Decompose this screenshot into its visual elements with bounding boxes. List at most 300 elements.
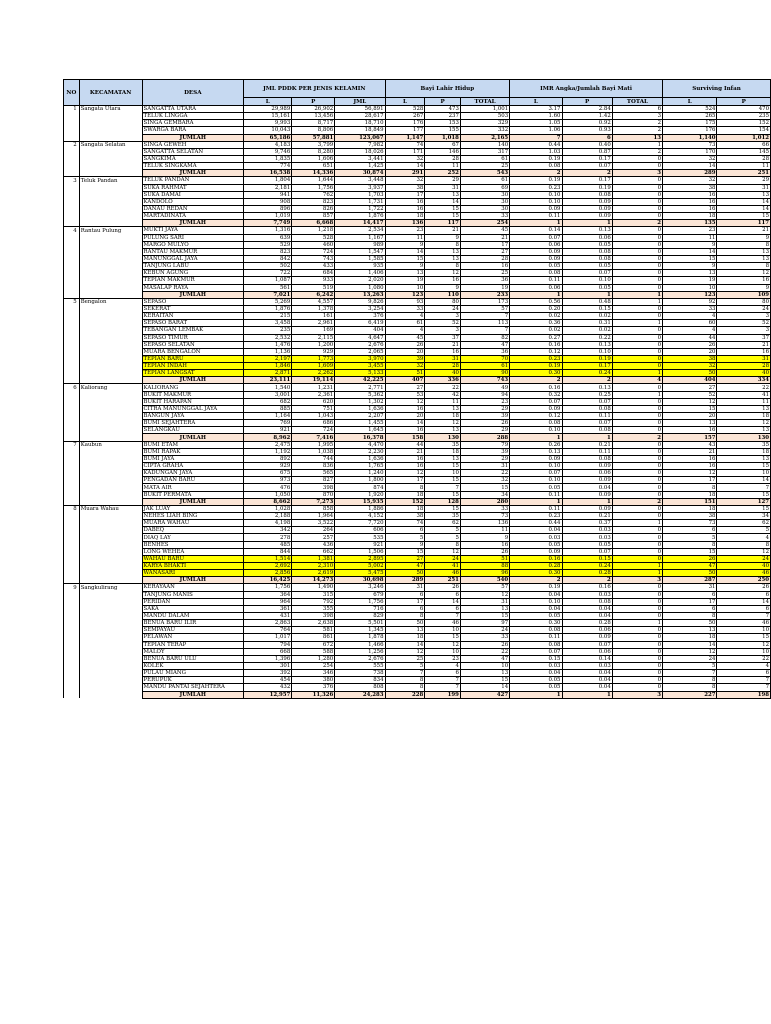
desa-cell: SANGATTA UTARA: [142, 106, 244, 113]
total-value-cell: 13: [612, 134, 662, 141]
value-cell: 16: [385, 427, 425, 434]
value-cell: 29,989: [244, 106, 292, 113]
value-cell: 56,891: [335, 106, 385, 113]
value-cell: 2,197: [244, 355, 292, 362]
value-cell: 9,826: [335, 298, 385, 305]
value-cell: 473: [425, 106, 461, 113]
value-cell: 0.04: [562, 677, 612, 684]
value-cell: 460: [292, 241, 335, 248]
value-cell: 0: [612, 463, 662, 470]
empty-cell: [79, 170, 142, 177]
value-cell: 528: [292, 234, 335, 241]
value-cell: 535: [335, 534, 385, 541]
value-cell: 0.08: [562, 248, 612, 255]
row-number: [64, 413, 80, 420]
total-value-cell: 152: [385, 498, 425, 505]
value-cell: 13: [425, 248, 461, 255]
table-row: [64, 627, 771, 634]
value-cell: 5: [663, 662, 717, 669]
value-cell: 0.09: [562, 198, 612, 205]
value-cell: 29: [717, 177, 771, 184]
value-cell: 26: [460, 420, 509, 427]
value-cell: 0.30: [510, 620, 562, 627]
desa-cell: KALIORANG: [142, 384, 244, 391]
empty-cell: [64, 170, 80, 177]
value-cell: 6: [425, 670, 461, 677]
row-number: [64, 277, 80, 284]
value-cell: 16: [425, 348, 461, 355]
total-value-cell: 251: [425, 577, 461, 584]
value-cell: 235: [717, 113, 771, 120]
value-cell: 0.40: [562, 141, 612, 148]
value-cell: 50: [663, 370, 717, 377]
kecamatan-cell: [79, 534, 142, 541]
value-cell: 1,878: [335, 634, 385, 641]
value-cell: 0: [612, 555, 662, 562]
subheader-total: TOTAL: [460, 98, 509, 106]
table-row: [64, 334, 771, 341]
value-cell: 40: [717, 563, 771, 570]
desa-cell: JAK LUAY: [142, 505, 244, 512]
value-cell: 529: [244, 241, 292, 248]
value-cell: 80: [425, 298, 461, 305]
table-row: [64, 177, 771, 184]
table-row: [64, 327, 771, 334]
value-cell: 0: [612, 234, 662, 241]
kecamatan-cell: [79, 677, 142, 684]
row-number: 9: [64, 584, 80, 591]
value-cell: 0.03: [510, 662, 562, 669]
value-cell: 6: [385, 605, 425, 612]
value-cell: 264: [292, 527, 335, 534]
table-row: [64, 420, 771, 427]
value-cell: 16: [663, 463, 717, 470]
subheader-l: L: [510, 98, 562, 106]
value-cell: 42: [425, 391, 461, 398]
value-cell: 11: [460, 527, 509, 534]
value-cell: 0.09: [562, 205, 612, 212]
value-cell: 1,043: [292, 413, 335, 420]
row-number: 8: [64, 505, 80, 512]
table-row: [64, 191, 771, 198]
value-cell: 332: [460, 127, 509, 134]
total-value-cell: 13,263: [335, 291, 385, 298]
value-cell: 0.08: [510, 163, 562, 170]
value-cell: 79: [460, 441, 509, 448]
kecamatan-cell: [79, 455, 142, 462]
subheader-total: TOTAL: [612, 98, 662, 106]
value-cell: 15: [460, 484, 509, 491]
value-cell: 26: [717, 584, 771, 591]
value-cell: 935: [335, 263, 385, 270]
value-cell: 896: [244, 205, 292, 212]
desa-cell: KADUNGAN JAYA: [142, 470, 244, 477]
total-row: [64, 377, 771, 384]
value-cell: 13: [460, 605, 509, 612]
value-cell: 4: [385, 313, 425, 320]
value-cell: 14: [385, 420, 425, 427]
total-value-cell: 251: [717, 170, 771, 177]
value-cell: 380: [292, 677, 335, 684]
row-number: 2: [64, 141, 80, 148]
value-cell: 6: [425, 591, 461, 598]
kecamatan-cell: [79, 120, 142, 127]
value-cell: 1,425: [335, 163, 385, 170]
value-cell: 93: [385, 298, 425, 305]
total-value-cell: 198: [717, 691, 771, 698]
value-cell: 13,456: [292, 113, 335, 120]
desa-cell: SEPASO TIMUR: [142, 334, 244, 341]
value-cell: 14: [425, 198, 461, 205]
value-cell: 8: [663, 677, 717, 684]
kecamatan-cell: Muara Wahau: [79, 505, 142, 512]
value-cell: 1: [612, 320, 662, 327]
value-cell: 808: [335, 684, 385, 691]
value-cell: 555: [335, 662, 385, 669]
empty-cell: [79, 577, 142, 584]
value-cell: 15,161: [244, 113, 292, 120]
value-cell: 355: [292, 605, 335, 612]
table-row: [64, 520, 771, 527]
value-cell: 35: [425, 513, 461, 520]
value-cell: 13: [717, 191, 771, 198]
value-cell: 398: [292, 484, 335, 491]
value-cell: 1,731: [335, 198, 385, 205]
desa-cell: MANDU DALAM: [142, 612, 244, 619]
kecamatan-cell: [79, 627, 142, 634]
table-row: [64, 184, 771, 191]
value-cell: 13: [460, 670, 509, 677]
value-cell: 49: [460, 384, 509, 391]
value-cell: 1,800: [335, 477, 385, 484]
value-cell: 0.24: [562, 563, 612, 570]
value-cell: 215: [244, 313, 292, 320]
value-cell: 22: [717, 384, 771, 391]
kecamatan-cell: [79, 305, 142, 312]
row-number: [64, 548, 80, 555]
value-cell: 13: [425, 405, 461, 412]
value-cell: 0: [612, 612, 662, 619]
kecamatan-cell: [79, 670, 142, 677]
table-row: [64, 513, 771, 520]
value-cell: 1,835: [244, 155, 292, 162]
value-cell: 52: [425, 320, 461, 327]
value-cell: 18: [717, 448, 771, 455]
value-cell: 1,476: [244, 341, 292, 348]
subheader-p: P: [292, 98, 335, 106]
kecamatan-cell: [79, 598, 142, 605]
value-cell: 38: [663, 184, 717, 191]
value-cell: 0: [612, 184, 662, 191]
kecamatan-cell: [79, 270, 142, 277]
value-cell: 0.19: [510, 155, 562, 162]
value-cell: 2,863: [244, 620, 292, 627]
value-cell: 0: [612, 270, 662, 277]
value-cell: 13: [717, 255, 771, 262]
row-number: [64, 627, 80, 634]
table-row: [64, 584, 771, 591]
value-cell: 0.06: [510, 241, 562, 248]
value-cell: 10: [717, 470, 771, 477]
value-cell: 2,020: [335, 277, 385, 284]
value-cell: 4,152: [335, 513, 385, 520]
row-number: [64, 527, 80, 534]
value-cell: 686: [292, 420, 335, 427]
value-cell: 15: [385, 548, 425, 555]
row-number: [64, 263, 80, 270]
row-number: [64, 591, 80, 598]
value-cell: 51: [460, 555, 509, 562]
desa-cell: SAKA: [142, 605, 244, 612]
value-cell: 26: [460, 548, 509, 555]
value-cell: 0.11: [510, 213, 562, 220]
value-cell: 14: [717, 205, 771, 212]
total-value-cell: 1: [510, 434, 562, 441]
value-cell: 8: [385, 677, 425, 684]
row-number: [64, 655, 80, 662]
table-row: [64, 634, 771, 641]
desa-cell: BUMI JAYA: [142, 455, 244, 462]
desa-cell: PULAU MIANG: [142, 670, 244, 677]
kecamatan-cell: Rantau Pulung: [79, 227, 142, 234]
desa-cell: PERIDAN: [142, 598, 244, 605]
desa-cell: KERAYAAN: [142, 584, 244, 591]
row-number: [64, 513, 80, 520]
value-cell: 1,001: [460, 106, 509, 113]
value-cell: 3: [717, 327, 771, 334]
value-cell: 32: [385, 177, 425, 184]
value-cell: 0: [612, 227, 662, 234]
value-cell: 519: [292, 284, 335, 291]
value-cell: 0: [612, 248, 662, 255]
value-cell: 0: [612, 420, 662, 427]
desa-cell: RANTAU MAKMUR: [142, 248, 244, 255]
value-cell: 794: [244, 641, 292, 648]
value-cell: 13: [385, 270, 425, 277]
total-value-cell: 117: [717, 220, 771, 227]
value-cell: 0: [612, 277, 662, 284]
value-cell: 5: [425, 527, 461, 534]
value-cell: 92: [663, 298, 717, 305]
value-cell: 6: [717, 670, 771, 677]
kecamatan-cell: [79, 527, 142, 534]
total-value-cell: 14,417: [335, 220, 385, 227]
value-cell: 15: [460, 612, 509, 619]
value-cell: 50: [663, 620, 717, 627]
kecamatan-cell: [79, 127, 142, 134]
kecamatan-cell: [79, 155, 142, 162]
table-row: [64, 155, 771, 162]
value-cell: 0.19: [562, 184, 612, 191]
value-cell: 0.16: [510, 341, 562, 348]
desa-cell: LONG WEHEA: [142, 548, 244, 555]
value-cell: 15: [717, 213, 771, 220]
value-cell: 4,470: [335, 441, 385, 448]
table-row: [64, 363, 771, 370]
value-cell: 0: [612, 284, 662, 291]
value-cell: 0.05: [510, 612, 562, 619]
value-cell: 10: [385, 284, 425, 291]
subheader-p: P: [425, 98, 461, 106]
value-cell: 0.19: [510, 177, 562, 184]
kecamatan-cell: Sangata Selatan: [79, 141, 142, 148]
value-cell: 1,345: [335, 627, 385, 634]
value-cell: 1,192: [244, 448, 292, 455]
value-cell: 30: [460, 191, 509, 198]
total-row: [64, 434, 771, 441]
empty-cell: [79, 220, 142, 227]
total-value-cell: 16,538: [244, 170, 292, 177]
value-cell: 844: [244, 548, 292, 555]
desa-cell: TEPIAN LANGSAT: [142, 370, 244, 377]
row-number: [64, 270, 80, 277]
value-cell: 22: [425, 384, 461, 391]
value-cell: 0.16: [510, 555, 562, 562]
table-row: [64, 684, 771, 691]
value-cell: 1,606: [292, 155, 335, 162]
value-cell: 0: [612, 634, 662, 641]
value-cell: 0.17: [562, 155, 612, 162]
value-cell: 682: [244, 398, 292, 405]
value-cell: 16: [385, 198, 425, 205]
value-cell: 21: [425, 227, 461, 234]
row-number: [64, 305, 80, 312]
table-row: [64, 563, 771, 570]
value-cell: 10: [663, 284, 717, 291]
value-cell: 0.07: [562, 548, 612, 555]
value-cell: 0.14: [562, 655, 612, 662]
table-row: [64, 270, 771, 277]
value-cell: 0.44: [510, 520, 562, 527]
table-row: [64, 491, 771, 498]
total-row: [64, 220, 771, 227]
desa-cell: BUKIT MAKMUR: [142, 391, 244, 398]
total-value-cell: 2: [612, 498, 662, 505]
table-row: [64, 484, 771, 491]
value-cell: 0: [612, 605, 662, 612]
value-cell: 0.10: [510, 198, 562, 205]
value-cell: 15: [663, 405, 717, 412]
value-cell: 15: [425, 477, 461, 484]
value-cell: 254: [292, 662, 335, 669]
value-cell: 12: [663, 470, 717, 477]
row-number: [64, 334, 80, 341]
value-cell: 7: [425, 612, 461, 619]
value-cell: 29: [425, 177, 461, 184]
value-cell: 764: [244, 627, 292, 634]
value-cell: 0: [612, 363, 662, 370]
value-cell: 0: [612, 313, 662, 320]
row-number: 3: [64, 177, 80, 184]
value-cell: 34: [717, 513, 771, 520]
value-cell: 0: [612, 305, 662, 312]
total-value-cell: 42,225: [335, 377, 385, 384]
row-number: [64, 327, 80, 334]
value-cell: 0.11: [562, 413, 612, 420]
value-cell: 13: [717, 427, 771, 434]
total-row: [64, 170, 771, 177]
value-cell: 751: [292, 405, 335, 412]
total-label: JUMLAH: [142, 434, 244, 441]
value-cell: 1,506: [335, 548, 385, 555]
value-cell: 47: [385, 563, 425, 570]
value-cell: 858: [292, 505, 335, 512]
value-cell: 0.15: [510, 655, 562, 662]
value-cell: 0.09: [510, 405, 562, 412]
value-cell: 1,019: [244, 213, 292, 220]
header-population: JML PDDK PER JENIS KELAMIN: [244, 80, 385, 98]
total-value-cell: 543: [460, 170, 509, 177]
value-cell: 3,246: [335, 584, 385, 591]
total-value-cell: 130: [425, 434, 461, 441]
subheader-l: L: [385, 98, 425, 106]
value-cell: 10: [717, 648, 771, 655]
value-cell: 0.32: [510, 391, 562, 398]
value-cell: 651: [292, 163, 335, 170]
value-cell: 11: [425, 398, 461, 405]
total-value-cell: 254: [460, 220, 509, 227]
total-value-cell: 743: [460, 377, 509, 384]
value-cell: 0: [612, 213, 662, 220]
table-body: [64, 106, 771, 699]
value-cell: 0: [612, 448, 662, 455]
value-cell: 22: [460, 648, 509, 655]
value-cell: 0.09: [510, 205, 562, 212]
row-number: [64, 605, 80, 612]
table-row: [64, 541, 771, 548]
kecamatan-cell: [79, 313, 142, 320]
value-cell: 31: [425, 355, 461, 362]
value-cell: 8: [663, 541, 717, 548]
value-cell: 16: [460, 541, 509, 548]
value-cell: 0.07: [562, 398, 612, 405]
row-number: [64, 284, 80, 291]
total-value-cell: 7,273: [292, 498, 335, 505]
row-number: [64, 313, 80, 320]
value-cell: 11: [717, 398, 771, 405]
kecamatan-cell: [79, 113, 142, 120]
value-cell: 1,017: [244, 634, 292, 641]
value-cell: 47: [663, 563, 717, 570]
value-cell: 278: [244, 534, 292, 541]
value-cell: 0.09: [562, 477, 612, 484]
desa-cell: MANUNGGAL JAYA: [142, 255, 244, 262]
value-cell: 398: [292, 612, 335, 619]
value-cell: 0.30: [510, 570, 562, 577]
value-cell: 8: [425, 241, 461, 248]
value-cell: 0.13: [562, 227, 612, 234]
value-cell: 18,849: [335, 127, 385, 134]
value-cell: 22: [717, 655, 771, 662]
desa-cell: KANDOLO: [142, 198, 244, 205]
value-cell: 6: [717, 605, 771, 612]
value-cell: 528: [385, 106, 425, 113]
value-cell: 857: [292, 213, 335, 220]
value-cell: 10: [425, 648, 461, 655]
row-number: [64, 255, 80, 262]
desa-cell: TEPIAN MAKMUR: [142, 277, 244, 284]
value-cell: 7: [460, 327, 509, 334]
value-cell: 80: [717, 298, 771, 305]
value-cell: 1,466: [335, 641, 385, 648]
value-cell: 15: [460, 677, 509, 684]
value-cell: 88: [460, 563, 509, 570]
row-number: [64, 534, 80, 541]
value-cell: 0.10: [510, 191, 562, 198]
value-cell: 33: [460, 213, 509, 220]
table-row: [64, 405, 771, 412]
value-cell: 679: [335, 591, 385, 598]
